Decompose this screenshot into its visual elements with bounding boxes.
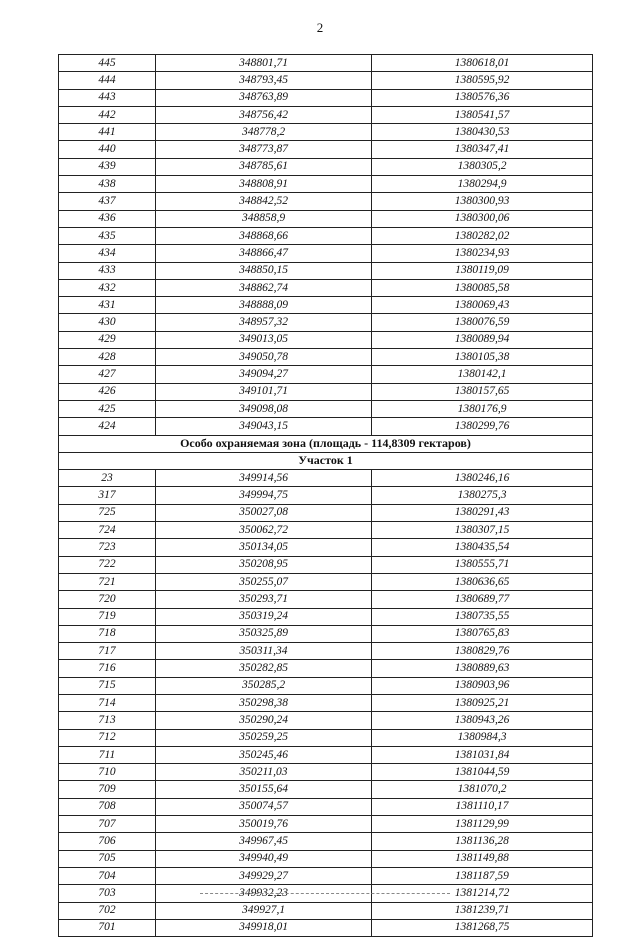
coordinate-y: 1381187,59: [372, 867, 593, 884]
coordinate-y: 1381044,59: [372, 764, 593, 781]
coordinate-x: 348850,15: [156, 262, 372, 279]
coordinate-y: 1380105,38: [372, 349, 593, 366]
point-number: 437: [59, 193, 156, 210]
point-number: 443: [59, 89, 156, 106]
coordinate-x: 348858,9: [156, 210, 372, 227]
coordinate-y: 1380294,9: [372, 176, 593, 193]
point-number: 438: [59, 176, 156, 193]
coordinate-x: 349994,75: [156, 487, 372, 504]
coordinate-y: 1380076,59: [372, 314, 593, 331]
table-row: [59, 798, 593, 815]
coordinate-y: 1380176,9: [372, 400, 593, 417]
point-number: 432: [59, 279, 156, 296]
coordinate-y: 1380246,16: [372, 470, 593, 487]
rows-after-group: [59, 470, 593, 937]
coordinate-x: 350311,34: [156, 643, 372, 660]
coordinate-x: 350074,57: [156, 798, 372, 815]
table-row: [59, 245, 593, 262]
coordinate-y: 1381070,2: [372, 781, 593, 798]
point-number: 426: [59, 383, 156, 400]
coordinate-y: 1380555,71: [372, 556, 593, 573]
coordinate-y: 1380829,76: [372, 643, 593, 660]
coordinate-x: 348842,52: [156, 193, 372, 210]
coordinate-y: 1380142,1: [372, 366, 593, 383]
coordinate-x: 349914,56: [156, 470, 372, 487]
point-number: 445: [59, 55, 156, 72]
table-row: [59, 573, 593, 590]
point-number: 23: [59, 470, 156, 487]
coordinate-y: 1380765,83: [372, 625, 593, 642]
coordinate-x: 348801,71: [156, 55, 372, 72]
point-number: 434: [59, 245, 156, 262]
table-row: [59, 72, 593, 89]
coordinate-x: 350325,89: [156, 625, 372, 642]
table-row: [59, 331, 593, 348]
point-number: 436: [59, 210, 156, 227]
table-row: [59, 400, 593, 417]
coordinate-x: 350245,46: [156, 746, 372, 763]
coordinate-y: 1381136,28: [372, 833, 593, 850]
point-number: 707: [59, 816, 156, 833]
coordinate-x: 350319,24: [156, 608, 372, 625]
coordinate-y: 1380636,65: [372, 573, 593, 590]
coordinate-x: 348763,89: [156, 89, 372, 106]
coordinate-x: 349094,27: [156, 366, 372, 383]
table-row: [59, 677, 593, 694]
coordinate-x: 350155,64: [156, 781, 372, 798]
point-number: 716: [59, 660, 156, 677]
coordinate-x: 350285,2: [156, 677, 372, 694]
coordinate-x: 350027,08: [156, 504, 372, 521]
coordinate-y: 1380085,58: [372, 279, 593, 296]
table-row: [59, 816, 593, 833]
coordinate-x: 349929,27: [156, 867, 372, 884]
table-row: [59, 833, 593, 850]
table-row: [59, 712, 593, 729]
coordinate-x: 349932,23: [156, 885, 372, 902]
table-row: [59, 279, 593, 296]
coordinate-y: 1380943,26: [372, 712, 593, 729]
coordinate-x: 350208,95: [156, 556, 372, 573]
coordinate-x: 348888,09: [156, 297, 372, 314]
coordinate-x: 349101,71: [156, 383, 372, 400]
table-row: [59, 106, 593, 123]
point-number: 713: [59, 712, 156, 729]
coordinate-x: 349927,1: [156, 902, 372, 919]
point-number: 717: [59, 643, 156, 660]
coordinate-y: 1380157,65: [372, 383, 593, 400]
coordinate-x: 349918,01: [156, 919, 372, 936]
coordinate-y: 1380299,76: [372, 418, 593, 435]
table-row: [59, 660, 593, 677]
table-row: [59, 487, 593, 504]
point-number: 709: [59, 781, 156, 798]
point-number: 444: [59, 72, 156, 89]
point-number: 442: [59, 106, 156, 123]
point-number: 429: [59, 331, 156, 348]
coordinate-y: 1380307,15: [372, 522, 593, 539]
coordinate-x: 349050,78: [156, 349, 372, 366]
coordinate-y: 1380347,41: [372, 141, 593, 158]
table-row: [59, 124, 593, 141]
table-row: [59, 314, 593, 331]
table-row: [59, 781, 593, 798]
table-row: [59, 539, 593, 556]
point-number: 714: [59, 694, 156, 711]
point-number: 431: [59, 297, 156, 314]
coordinate-y: 1380595,92: [372, 72, 593, 89]
point-number: 424: [59, 418, 156, 435]
coordinate-x: 350211,03: [156, 764, 372, 781]
coordinate-y: 1380735,55: [372, 608, 593, 625]
footer-rule: [200, 893, 450, 894]
zone-heading-row: [59, 435, 593, 452]
point-number: 715: [59, 677, 156, 694]
coordinate-x: 348862,74: [156, 279, 372, 296]
coordinate-x: 348785,61: [156, 158, 372, 175]
coordinate-y: 1380234,93: [372, 245, 593, 262]
point-number: 720: [59, 591, 156, 608]
table-row: [59, 89, 593, 106]
coordinate-y: 1380430,53: [372, 124, 593, 141]
table-row: [59, 522, 593, 539]
coordinate-y: 1380069,43: [372, 297, 593, 314]
point-number: 440: [59, 141, 156, 158]
point-number: 704: [59, 867, 156, 884]
point-number: 710: [59, 764, 156, 781]
table-row: [59, 694, 593, 711]
coordinate-y: 1380984,3: [372, 729, 593, 746]
point-number: 703: [59, 885, 156, 902]
coordinate-y: 1380089,94: [372, 331, 593, 348]
table-row: [59, 850, 593, 867]
coordinate-x: 348773,87: [156, 141, 372, 158]
coordinate-y: 1380291,43: [372, 504, 593, 521]
coordinate-x: 348778,2: [156, 124, 372, 141]
coordinate-x: 348756,42: [156, 106, 372, 123]
zone-title: Особо охраняемая зона (площадь - 114,8309 гектаров): [59, 435, 593, 452]
page-number: 2: [316, 20, 324, 35]
coordinate-x: 349098,08: [156, 400, 372, 417]
coordinate-x: 350298,38: [156, 694, 372, 711]
point-number: 705: [59, 850, 156, 867]
point-number: 725: [59, 504, 156, 521]
table-row: [59, 418, 593, 435]
coordinate-x: 348866,47: [156, 245, 372, 262]
point-number: 317: [59, 487, 156, 504]
coordinate-x: 350134,05: [156, 539, 372, 556]
coordinate-y: 1380689,77: [372, 591, 593, 608]
coordinate-y: 1380541,57: [372, 106, 593, 123]
point-number: 427: [59, 366, 156, 383]
coordinate-y: 1380435,54: [372, 539, 593, 556]
coordinates-table: [58, 54, 593, 937]
table-row: [59, 158, 593, 175]
point-number: 428: [59, 349, 156, 366]
coordinate-x: 349967,45: [156, 833, 372, 850]
point-number: 702: [59, 902, 156, 919]
coordinate-x: 348808,91: [156, 176, 372, 193]
coordinate-y: 1380305,2: [372, 158, 593, 175]
point-number: 435: [59, 227, 156, 244]
coordinate-y: 1381268,75: [372, 919, 593, 936]
coordinate-x: 350282,85: [156, 660, 372, 677]
point-number: 425: [59, 400, 156, 417]
table-row: [59, 919, 593, 936]
coordinate-y: 1380300,93: [372, 193, 593, 210]
table-row: [59, 349, 593, 366]
coordinate-y: 1380275,3: [372, 487, 593, 504]
point-number: 712: [59, 729, 156, 746]
coordinate-y: 1381129,99: [372, 816, 593, 833]
coordinate-x: 348868,66: [156, 227, 372, 244]
section-heading-row: [59, 452, 593, 469]
section-title: Участок 1: [59, 452, 593, 469]
point-number: 711: [59, 746, 156, 763]
coordinate-x: 348793,45: [156, 72, 372, 89]
table-row: [59, 729, 593, 746]
table-row: [59, 470, 593, 487]
coordinate-y: 1380300,06: [372, 210, 593, 227]
table-row: [59, 297, 593, 314]
coordinate-x: 349043,15: [156, 418, 372, 435]
coordinate-x: 350259,25: [156, 729, 372, 746]
table-row: [59, 55, 593, 72]
coordinate-y: 1380576,36: [372, 89, 593, 106]
point-number: 701: [59, 919, 156, 936]
table-row: [59, 867, 593, 884]
coordinate-x: 348957,32: [156, 314, 372, 331]
coordinate-x: 350062,72: [156, 522, 372, 539]
table-row: [59, 210, 593, 227]
rows-before-group: [59, 55, 593, 436]
point-number: 706: [59, 833, 156, 850]
coordinate-x: 349940,49: [156, 850, 372, 867]
point-number: 721: [59, 573, 156, 590]
table-row: [59, 625, 593, 642]
table-row: [59, 746, 593, 763]
table-row: [59, 193, 593, 210]
coordinate-y: 1380903,96: [372, 677, 593, 694]
point-number: 719: [59, 608, 156, 625]
coordinate-y: 1380618,01: [372, 55, 593, 72]
coordinate-x: 349013,05: [156, 331, 372, 348]
table-row: [59, 591, 593, 608]
table-row: [59, 383, 593, 400]
coordinate-y: 1381149,88: [372, 850, 593, 867]
coordinate-x: 350293,71: [156, 591, 372, 608]
point-number: 441: [59, 124, 156, 141]
point-number: 724: [59, 522, 156, 539]
coordinate-y: 1381214,72: [372, 885, 593, 902]
coordinate-y: 1380282,02: [372, 227, 593, 244]
table-row: [59, 262, 593, 279]
coordinate-x: 350019,76: [156, 816, 372, 833]
point-number: 718: [59, 625, 156, 642]
table-row: [59, 764, 593, 781]
coordinate-y: 1380119,09: [372, 262, 593, 279]
zone-heading-group: [59, 435, 593, 470]
coordinate-y: 1380925,21: [372, 694, 593, 711]
coordinate-y: 1381239,71: [372, 902, 593, 919]
table-row: [59, 176, 593, 193]
coordinate-y: 1381031,84: [372, 746, 593, 763]
point-number: 723: [59, 539, 156, 556]
coordinate-x: 350290,24: [156, 712, 372, 729]
table-row: [59, 141, 593, 158]
point-number: 433: [59, 262, 156, 279]
coordinate-y: 1380889,63: [372, 660, 593, 677]
table-row: [59, 608, 593, 625]
point-number: 708: [59, 798, 156, 815]
table-row: [59, 227, 593, 244]
point-number: 430: [59, 314, 156, 331]
table-row: [59, 556, 593, 573]
point-number: 439: [59, 158, 156, 175]
table-row: [59, 366, 593, 383]
point-number: 722: [59, 556, 156, 573]
coordinate-x: 350255,07: [156, 573, 372, 590]
table-row: [59, 504, 593, 521]
table-row: [59, 643, 593, 660]
coordinate-y: 1381110,17: [372, 798, 593, 815]
